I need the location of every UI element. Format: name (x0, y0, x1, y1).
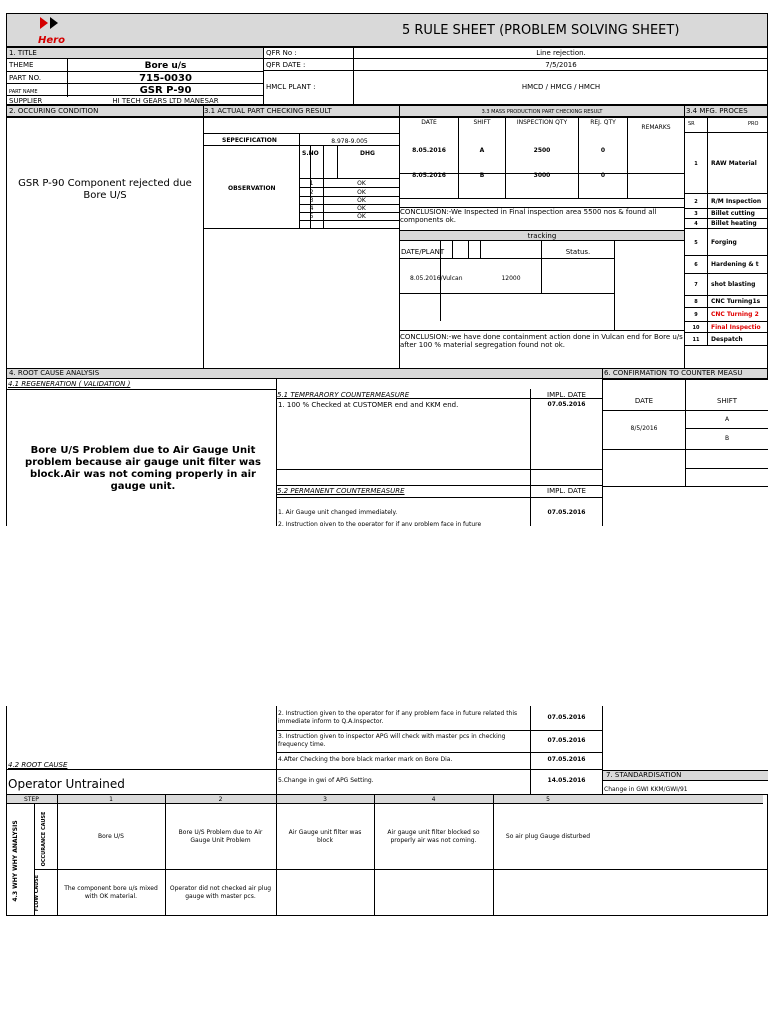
confirm-shift-b: B (724, 435, 730, 442)
mp-row2-shift: B (479, 172, 485, 179)
mfg-step-number: 6 (694, 262, 698, 268)
mfg-step-row (685, 333, 768, 346)
confirm-label: 6. CONFIRMATION TO COUNTER MEASU (604, 369, 743, 377)
obs-val-3: OK (357, 197, 366, 204)
sheet-upper (0, 13, 768, 526)
hero-logo-text: Hero (38, 35, 65, 46)
mfg-step-row (685, 274, 768, 296)
why-flow-label: FLOW CAUSE (34, 874, 40, 912)
mfg-step-number: 7 (694, 282, 698, 288)
part-no-label: PART NO. (9, 74, 42, 82)
mp-conclusion-2: CONCLUSION:-we have done containment action done in Vulcan end for Bore u/s after 100 % material segregation found not ok. (400, 333, 683, 349)
root-cause-label: 4. ROOT CAUSE ANALYSIS (9, 369, 100, 377)
mp-row1-date: 8.05.2016 (412, 147, 446, 154)
dhg-label: DHG (360, 150, 375, 157)
mp-head-date: DATE (421, 119, 437, 126)
mfg-step-number: 10 (692, 324, 700, 331)
theme-value: Bore u/s (144, 61, 187, 71)
mfg-step-name: Billet heating (711, 220, 757, 227)
mfg-step-name: Despatch (711, 335, 743, 343)
temp-cm-impl-label: IMPL. DATE (547, 391, 586, 399)
mp-row2-qty: 3000 (533, 172, 551, 179)
mfg-step-row (685, 219, 768, 229)
temp-cm-label: 5.1 TEMPRARORY COUNTERMEASURE (277, 391, 410, 399)
tracking-qty: 12000 (501, 275, 521, 282)
observation-label: OBSERVATION (228, 185, 276, 192)
supplier-label: SUPPLIER (9, 97, 43, 105)
mfg-step-row (685, 256, 768, 274)
mfg-step-row (685, 133, 768, 194)
mfg-step-number: 2 (694, 198, 698, 205)
mfg-pr-label: PRO (748, 121, 759, 127)
mp-conclusion-1: CONCLUSION:-We Inspected in Final inspection area 5500 nos & found all components ok. (400, 208, 657, 224)
perm-cm-date-5: 14.05.2016 (547, 777, 586, 784)
perm-cm-date-3: 07.05.2016 (547, 737, 586, 744)
why-occurrence-cell: Air gauge unit filter blocked so properly air was not coming. (387, 829, 480, 844)
why-flow-cell (280, 871, 370, 915)
part-name-value: GSR P-90 (139, 85, 192, 96)
occurring-label: 2. OCCURING CONDITION (9, 107, 99, 115)
why-flow-cell (378, 871, 489, 915)
perm-cm-item-2: 2. Instruction given to the operator for if any problem face in future related this immediate inform to Q.A.Inspector. (278, 710, 518, 725)
hero-logo (30, 15, 70, 47)
obs-sno-3: 3 (309, 197, 314, 204)
perm-cm-item-4: 4.After Checking the bore black marker mark on Bore Dia. (278, 756, 453, 763)
why-step-number: 4 (431, 796, 436, 803)
part-name-label: PART NAME (9, 89, 38, 95)
mp-row2-rej: 0 (600, 172, 606, 179)
why-occ-label: OCCURANCE CAUSE (41, 811, 47, 867)
mfg-step-row (685, 322, 768, 333)
mfg-step-row (685, 308, 768, 322)
tracking-label: tracking (527, 232, 557, 240)
mass-prod-label: 3.3 MASS PRODUCTION PART CHECKING RESULT (481, 109, 603, 115)
mfg-step-name: Final Inspectio (711, 323, 761, 331)
mp-head-rej: REJ. QTY (590, 119, 616, 126)
mp-row2-date: 8.05.2016 (412, 172, 446, 179)
hmcl-plant-value: HMCD / HMCG / HMCH (521, 83, 601, 91)
hero-logo-icon (30, 15, 70, 35)
perm-cm-label: 5.2 PERMANENT COUNTERMEASURE (277, 487, 405, 495)
mfg-step-name: CNC Turning1s (711, 298, 761, 305)
perm-cm-impl-label: IMPL. DATE (547, 487, 586, 495)
why-flow-cell (497, 871, 599, 915)
root-cause-sub-label: 4.2 ROOT CAUSE (8, 761, 68, 769)
occurring-text: GSR P-90 Component rejected due Bore U/S (18, 178, 192, 201)
why-step-number: 5 (546, 796, 550, 803)
mfg-step-number: 5 (694, 239, 698, 246)
obs-val-4: OK (357, 205, 366, 212)
qfr-no-value: Line rejection. (536, 49, 586, 57)
mfg-step-name: Hardening & t (711, 261, 759, 268)
confirm-shift-a: A (724, 416, 730, 423)
mfg-step-number: 3 (694, 211, 698, 217)
mfg-step-number: 4 (694, 221, 698, 227)
perm-cm-date-1: 07.05.2016 (547, 509, 586, 516)
mfg-step-number: 11 (692, 336, 700, 343)
qfr-date-value: 7/5/2016 (545, 61, 577, 69)
mp-head-remarks: REMARKS (641, 124, 671, 131)
obs-val-1: OK (357, 180, 366, 187)
obs-val-2: OK (357, 189, 366, 196)
tracking-status-label: Status. (565, 248, 591, 256)
mfg-step-name: CNC Turning 2 (711, 311, 759, 318)
title-label-row (7, 48, 263, 59)
why-step-label: STEP (24, 796, 39, 803)
perm-cm-item-1: 1. Air Gauge unit changed immediately. (278, 509, 398, 516)
perm-cm-item-2-top: 2. Instruction given to the operator for if any problem face in future (278, 521, 482, 526)
tracking-date: 8.05.2016/Vulcan (410, 275, 463, 282)
standard-label: 7. STANDARDISATION (606, 771, 682, 779)
mfg-step-name: RAW Material (711, 159, 757, 167)
supplier-value: HI TECH GEARS LTD MANESAR (112, 97, 219, 105)
why-step-number: 1 (109, 796, 113, 803)
why-occurrence-cell: Air Gauge unit filter was block (288, 829, 362, 844)
temp-cm-text: 1. 100 % Checked at CUSTOMER end and KKM end. (278, 401, 459, 409)
perm-cm-date-4: 07.05.2016 (547, 756, 586, 763)
regen-label: 4.1 REGENERATION ( VALIDATION ) (8, 380, 131, 388)
regen-text: Bore U/S Problem due to Air Gauge Unit problem because air gauge unit filter was block.Air was not coming properly in air gauge unit. (25, 445, 261, 492)
mfg-step-name: shot blasting (711, 281, 756, 288)
why-occurrence-cell: Bore U/S Problem due to Air Gauge Unit Problem (178, 829, 263, 844)
actual-check-label: 3.1 ACTUAL PART CHECKING RESULT (204, 107, 332, 115)
mfg-step-row (685, 209, 768, 219)
sheet-lower (0, 706, 768, 916)
mp-head-shift: SHIFT (473, 119, 491, 126)
why-step-number: 2 (218, 796, 223, 803)
mfg-step-name: Billet cutting (711, 210, 755, 217)
confirm-shift-label: SHIFT (717, 397, 737, 405)
part-no-value: 715-0030 (139, 73, 192, 84)
mp-row1-qty: 2500 (533, 147, 551, 154)
sno-label: S.NO (302, 150, 319, 157)
title-label: 1. TITLE (9, 49, 37, 57)
mfg-step-row (685, 296, 768, 308)
root-cause-text: Operator Untrained (8, 777, 125, 791)
obs-sno-5: 5 (309, 213, 314, 220)
mfg-sr-label: SR (688, 121, 695, 127)
why-step-number: 3 (323, 796, 327, 803)
tracking-date-label: DATE/PLANT (401, 248, 445, 256)
mfg-step-name: Forging (711, 238, 737, 246)
qfr-date-label: QFR DATE : (266, 61, 306, 69)
mfg-step-row (685, 194, 768, 209)
temp-cm-date: 07.05.2016 (547, 401, 586, 408)
why-flow-cell: The component bore u/s mixed with OK material. (64, 885, 158, 900)
confirm-date-value: 8/5/2016 (630, 425, 658, 432)
theme-label: THEME (9, 61, 34, 69)
mfg-step-number: 9 (694, 312, 698, 318)
perm-cm-item-3: 3. Instruction given to inspector APG will check with master pcs in checking frequency time. (278, 733, 506, 748)
obs-sno-2: 2 (309, 189, 314, 196)
mp-row1-shift: A (479, 147, 485, 154)
hmcl-plant-label: HMCL PLANT : (266, 83, 316, 91)
mfg-step-number: 8 (694, 299, 698, 305)
confirm-date-label: DATE (634, 397, 654, 405)
why-occurrence-cell: So air plug Gauge disturbed (505, 833, 591, 840)
obs-val-5: OK (357, 213, 366, 220)
perm-cm-date-2: 07.05.2016 (547, 714, 586, 721)
perm-cm-item-5: 5.Change in gwi of APG Setting. (278, 777, 374, 784)
why-side-label: 4.3 WHY WHY ANALYSIS (12, 820, 19, 902)
qfr-no-label: QFR No : (266, 49, 297, 57)
why-occurrence-cell: Bore U/S (98, 833, 124, 840)
obs-sno-1: 1 (309, 180, 314, 187)
mfg-label: 3.4 MFG. PROCES (686, 107, 748, 115)
mfg-step-name: R/M Inspection (711, 197, 762, 205)
specification-value: 8.978-9.005 (331, 138, 368, 145)
mfg-step-row (685, 229, 768, 256)
mp-head-qty: INSPECTION QTY (516, 119, 568, 126)
mp-row1-rej: 0 (600, 147, 606, 154)
specification-label: SEPECIFICATION (222, 137, 277, 144)
mfg-step-number: 1 (694, 160, 698, 167)
standard-text: Change in GWI KKM/GWI/91 (604, 786, 688, 793)
why-flow-cell: Operator did not checked air plug gauge with master pcs. (169, 885, 272, 900)
obs-sno-4: 4 (309, 205, 314, 212)
sheet-title: 5 RULE SHEET (PROBLEM SOLVING SHEET) (402, 23, 680, 38)
